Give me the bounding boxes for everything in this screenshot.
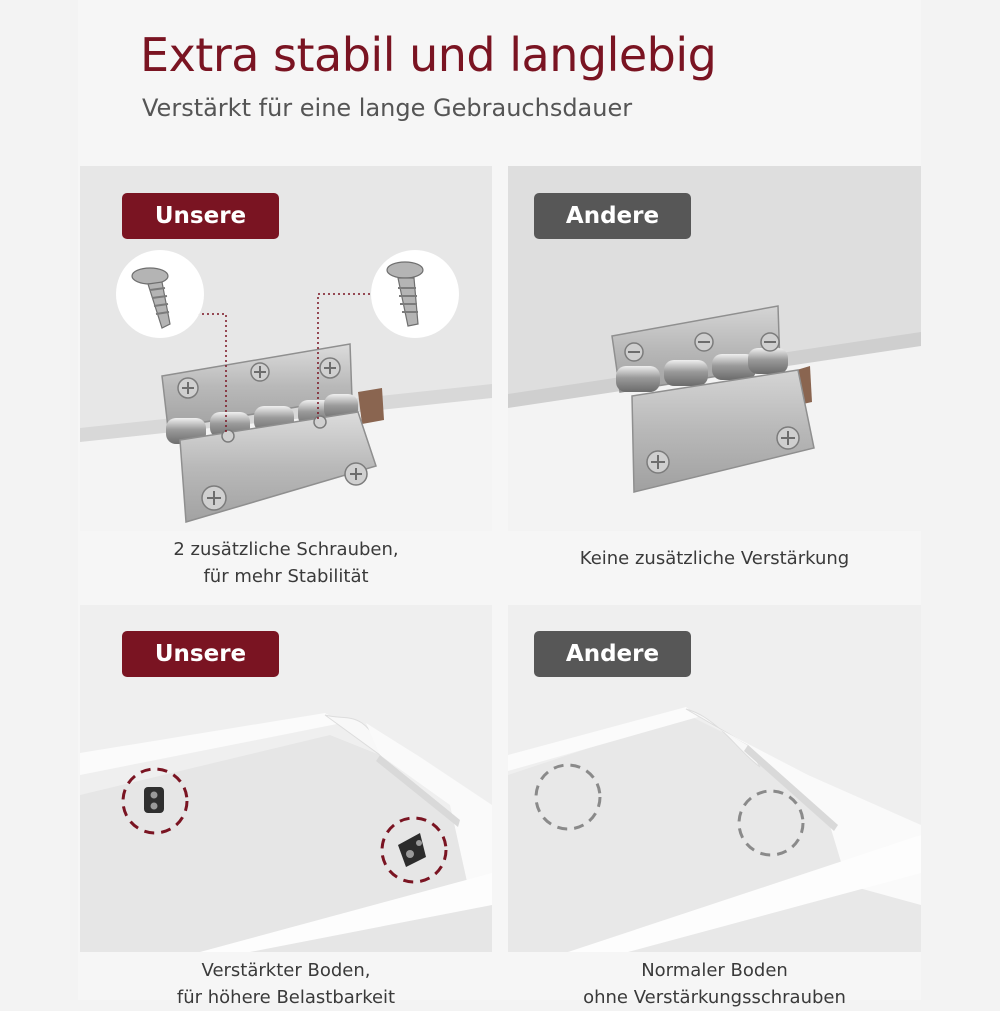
caption-line: Keine zusätzliche Verstärkung (579, 548, 850, 569)
caption-line: für höhere Belastbarkeit (176, 987, 396, 1008)
page-title: Extra stabil und langlebig (140, 28, 717, 82)
caption-line: Normaler Boden (641, 960, 788, 981)
bottom-ours-photo (80, 605, 492, 952)
caption-line: ohne Verstärkungsschrauben (583, 987, 846, 1008)
hinge-other-photo (508, 166, 921, 531)
hinge-ours-photo (80, 166, 492, 531)
caption-line: Verstärkter Boden, (201, 960, 371, 981)
bottom-other-photo (508, 605, 921, 952)
label-badge-ours: Unsere (122, 631, 279, 677)
label-badge-ours: Unsere (122, 193, 279, 239)
page-subtitle: Verstärkt für eine lange Gebrauchsdauer (142, 94, 633, 122)
caption-line: für mehr Stabilität (203, 566, 369, 587)
caption-line: 2 zusätzliche Schrauben, (173, 539, 399, 560)
caption-hinge-other (508, 545, 921, 572)
label-badge-other: Andere (534, 631, 691, 677)
caption-bottom-other (508, 957, 921, 1011)
caption-hinge-ours (80, 536, 492, 590)
caption-bottom-ours (80, 957, 492, 1011)
label-badge-other: Andere (534, 193, 691, 239)
